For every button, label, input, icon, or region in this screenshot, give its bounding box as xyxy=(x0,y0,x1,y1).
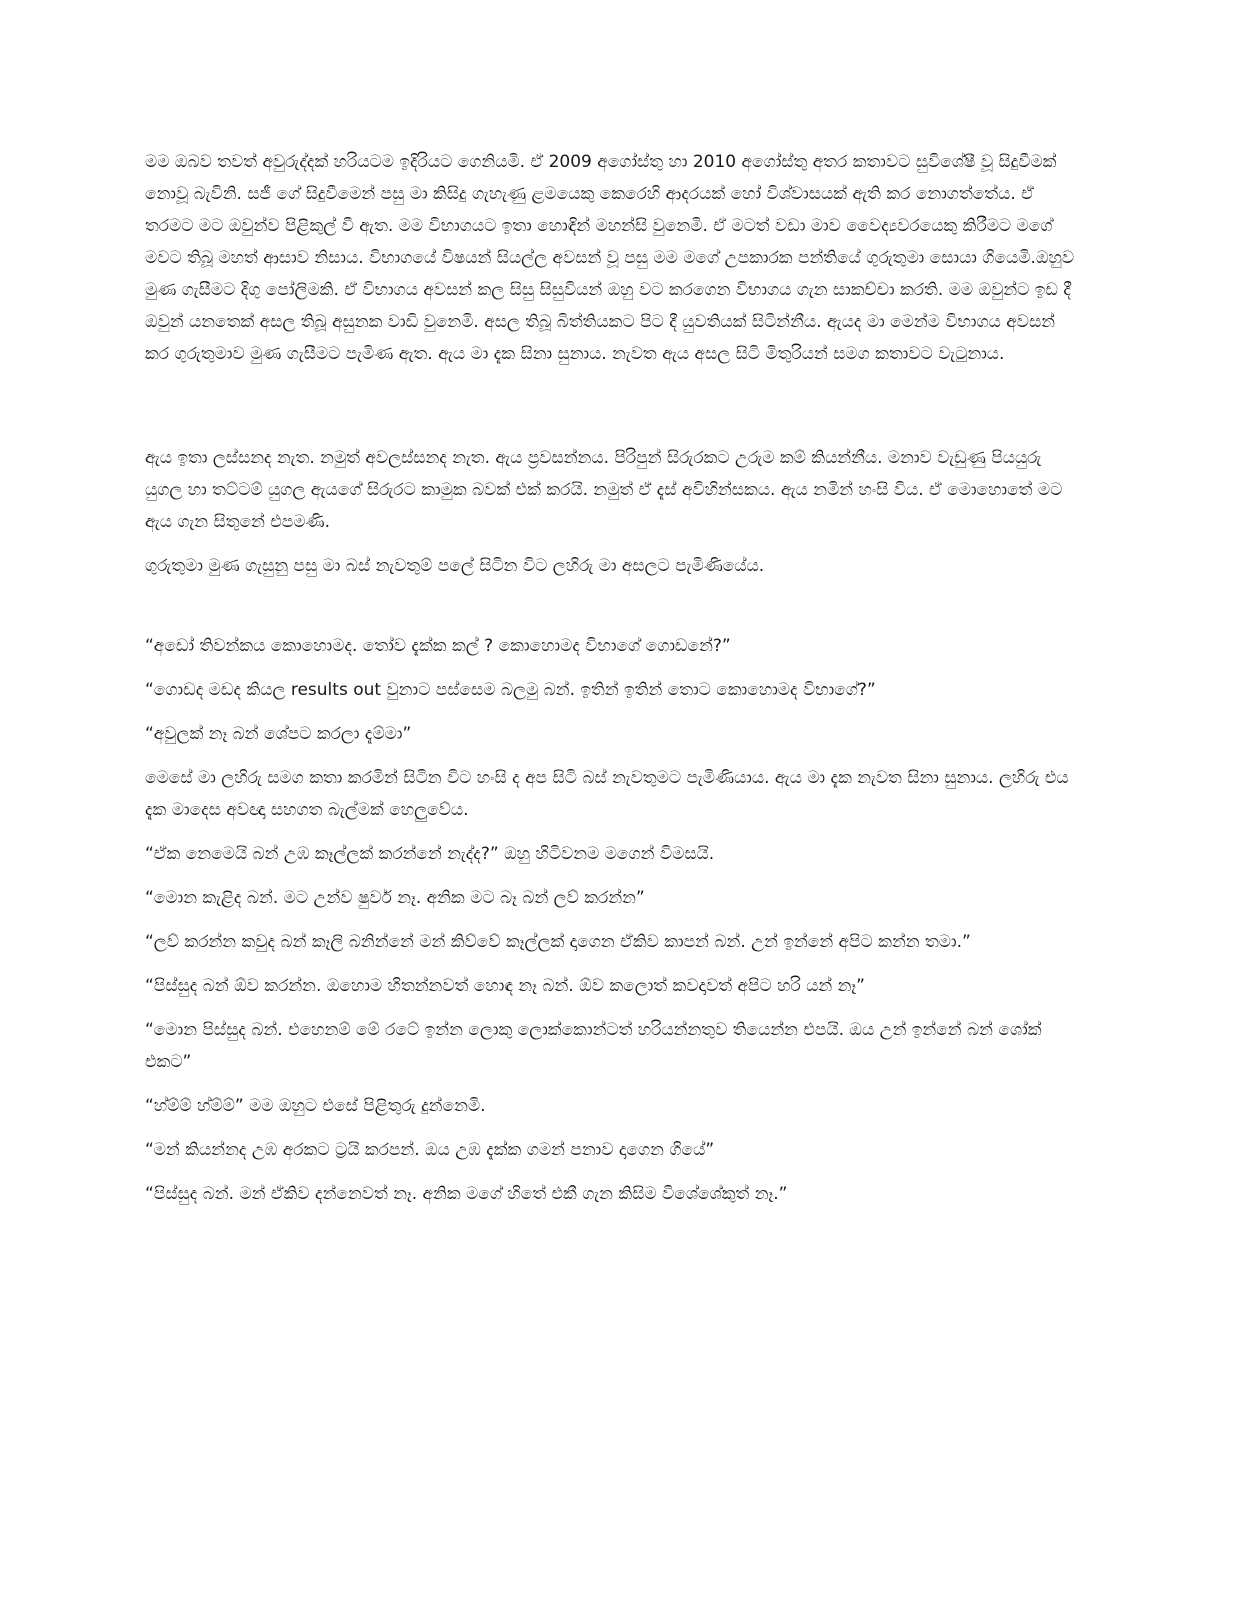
dialogue-line: “මන් කියන්නද උඹ අරකට ට්‍රයි කරපන්. ඔය උඹ දැක්ක ගමන් පනාව දාගෙන ගියේ” xyxy=(145,1140,715,1160)
dialogue-line: “පිස්සුද බන්. මන් ඒකිව දන්නෙවත් නෑ. අනික මගේ හිතේ එකී ගැන කිසිම විශේශේකුත් නෑ.” xyxy=(145,1184,788,1204)
paragraph-spacer xyxy=(145,582,1075,630)
paragraph-spacer xyxy=(145,958,1075,970)
dialogue-line: “පිස්සුද බන් ඕව කරන්න. ඔහොම හිතන්නවත් හොඳ නෑ බන්. ඕව කලොත් කවදාවත් අපිට හරි යන් නෑ” xyxy=(145,976,865,996)
paragraph-intro: මම ඔබව තවත් අවුරුද්දක් හරියටම ඉදිරියට ගෙනියමි. ඒ 2009 අගෝස්තු හා 2010 අගෝස්තු අතර කතාවට සුවිශේෂී වූ සිදුවීමක් නොවූ බැවිනි. සජී ගේ සිදුවීමෙන් පසු මා කිසිදු ගැහැණු ළමයෙකු කෙරෙහි ආදරයක් හෝ විශ්වාසයක් ඇති කර නොගත්තේය. ඒ තරමට මට ඔවුන්ව පිළිකුල් වී ඇත. මම විභාගයට ඉතා හොඳින් මහන්සි වුනෙමි. ඒ මටත් වඩා මාව වෛද්‍යවරයෙකු කිරීමට මගේ මවට තිබූ මහත් ආසාව නිසාය. විභාගයේ විෂයන් සියල්ල අවසන් වූ පසු මම මගේ උපකාරක පන්තියේ ගුරුතුමා සොයා ගියෙමි.ඔහුව මුණ ගැසීමට දිගු පෝලිමකි. ඒ විභාගය අවසන් කල සිසු සිසුවියන් ඔහු වට කරගෙන විභාගය ගැන සාකච්චා කරති. මම ඔවුන්ට ඉඩ දී ඔවුන් යනතෙක් අසල තිබූ අසුනක වාඩි වුනෙමි. අසල තිබූ බිත්තියකට පිට දී යුවතියක් සිටින්නීය. ඇයද මා මෙන්ම විභාගය අවසන් කර ගුරුතුමාව මුණ ගැසීමට පැමිණ ඇත. ඇය මා දැක සිනා සුනාය. නැවත ඇය අසල සිටි මිතුරියන් සමග කතාවට වැටුනාය. xyxy=(145,152,1075,364)
dialogue-line: “මොන පිස්සුද බන්. එහෙනම් මේ රටේ ඉන්න ලොකු ලොක්කොන්ටත් හරියන්නතුව තියෙන්න එපයි. ඔය උන් ඉන්නේ බන් ශෝක් එකට” xyxy=(145,1020,1042,1072)
paragraph-spacer xyxy=(145,538,1075,550)
paragraph-spacer xyxy=(145,1166,1075,1178)
narration-paragraph: මෙසේ මා ලහිරු සමග කතා කරමින් සිටින විට හංසි ද අප සිටි බස් නැවතුමට පැමිණියාය. ඇය මා දැක නැවත සිනා සුනාය. ලහිරු එය දැක මාදෙස අවඥා සහගත බැල්මක් හෙලුවේය. xyxy=(145,768,1069,820)
document-body xyxy=(145,146,1075,1210)
paragraph-spacer xyxy=(145,914,1075,926)
paragraph-spacer xyxy=(145,826,1075,838)
dialogue-line: “අඩෝ තිවන්කය කොහොමද. තෝව දැක්ක කල් ? කොහොමද විභාගේ ගොඩනේ?” xyxy=(145,636,731,656)
dialogue-line: “හ්ම්ම් හ්ම්ම්” මම ඔහුට එසේ පිළිතුරු දුන්නෙමි. xyxy=(145,1096,486,1116)
paragraph-spacer xyxy=(145,1002,1075,1014)
paragraph-spacer xyxy=(145,662,1075,674)
paragraph-spacer xyxy=(145,870,1075,882)
dialogue-line: “ලව් කරන්න කවුද බන් කෑලි බනින්නේ මන් කිව්වේ කෑල්ලක් දාගෙන ඒකිව කාපන් බන්. උන් ඉන්නේ අපිට කන්න තමා.” xyxy=(145,932,971,952)
dialogue-line: “මොන කැළිද බන්. මට උන්ව ෂුවර් නෑ. අනික මට බෑ බන් ලව් කරන්න” xyxy=(145,888,645,908)
paragraph-spacer xyxy=(145,750,1075,762)
paragraph-bus-stop: ගුරුතුමා මුණ ගැසුනු පසු මා බස් නැවතුම් පලේ සිටින විට ලහිරු මා අසලට පැමිණියේය. xyxy=(145,556,765,576)
dialogue-line: “ගොඩද මඩද කියල results out වුනාට පස්සෙම බලමු බන්. ඉතින් ඉතින් තොට කොහොමද විභාගේ?” xyxy=(145,680,876,700)
paragraph-description: ඇය ඉතා ලස්සනද නැත. නමුත් අවලස්සනද නැත. ඇය ප්‍රවසන්නය. පිරිපුන් සිරුරකට උරුම කම් කියන්නීය. මනාව වැඩුණු පියයුරු යුගල හා තට්ටම් යුගල ඇයගේ සිරුරට කාමුක බවක් එක් කරයි. නමුත් ඒ දැස් අවිහින්සකය. ඇය නමින් හංසි විය. ඒ මොහොතේ මට ඇය ගැන සිතුනේ එපමණි. xyxy=(145,448,1063,532)
paragraph-spacer xyxy=(145,370,1075,442)
paragraph-spacer xyxy=(145,706,1075,718)
dialogue-line: “අවුලක් නෑ බන් ශේපට කරලා දැම්මා” xyxy=(145,724,412,744)
paragraph-spacer xyxy=(145,1078,1075,1090)
paragraph-spacer xyxy=(145,1122,1075,1134)
dialogue-line: “ඒක නෙමෙයි බන් උඹ කෑල්ලක් කරන්නේ නැද්ද?” ඔහු හිටිවනම මගෙන් විමසයි. xyxy=(145,844,715,864)
